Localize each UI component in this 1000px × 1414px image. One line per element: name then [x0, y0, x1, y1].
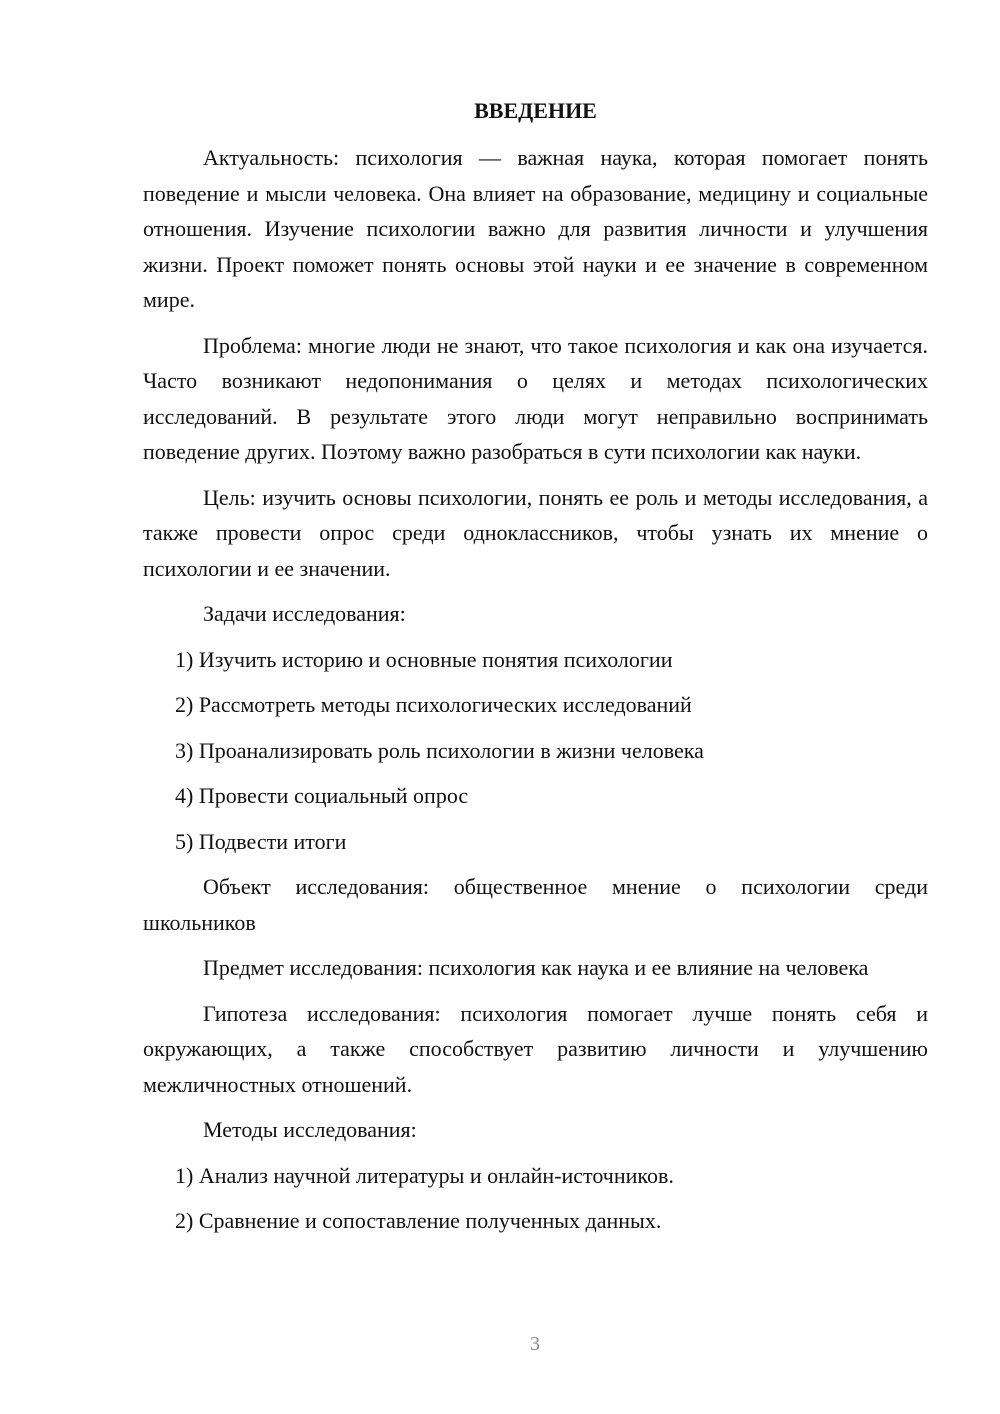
goal-paragraph: Цель: изучить основы психологии, понять ее роль и методы исследования, а также провести опрос среди одноклассников, чтобы узнать их мнение о психологии и ее значении.: [143, 484, 928, 581]
task-item: 4) Провести социальный опрос: [175, 783, 469, 808]
method-item: 1) Анализ научной литературы и онлайн-источников.: [175, 1162, 674, 1188]
page-title: ВВЕДЕНИЕ: [474, 98, 597, 123]
task-item: 3) Проанализировать роль психологии в жизни человека: [175, 737, 704, 763]
page-number: 3: [530, 1333, 540, 1355]
task-item: 5) Подвести итоги: [175, 828, 347, 854]
tasks-label: Задачи исследования:: [203, 601, 406, 626]
problem-paragraph: Проблема: многие люди не знают, что такое психология и как она изучается. Часто возникают недопонимания о целях и методах психологических исследований. В результате этого люди могут неправильно воспринимать поведение других. Поэтому важно разобраться в сути психологии как науки.: [143, 332, 928, 464]
relevance-paragraph: Актуальность: психология — важная наука, которая помогает понять поведение и мысли человека. Она влияет на образование, медицину и социальные отношения. Изучение психологии важно для развития личности и улучшения жизни. Проект поможет понять основы этой науки и ее значение в современном мире.: [143, 145, 928, 312]
methods-list: [143, 1158, 928, 1239]
subject-paragraph: Предмет исследования: психология как наука и ее влияние на человека: [203, 955, 869, 980]
methods-label: Методы исследования:: [203, 1117, 417, 1142]
tasks-list: [143, 642, 928, 860]
document-page: [143, 96, 928, 1249]
hypothesis-paragraph: Гипотеза исследования: психология помогает лучше понять себя и окружающих, а также способствует развитию личности и улучшению межличностных отношений.: [143, 1000, 928, 1097]
task-item: 2) Рассмотреть методы психологических исследований: [175, 692, 692, 717]
method-item: 2) Сравнение и сопоставление полученных данных.: [175, 1208, 662, 1233]
object-paragraph: Объект исследования: общественное мнение о психологии среди школьников: [143, 874, 928, 935]
task-item: 1) Изучить историю и основные понятия психологии: [175, 646, 673, 672]
